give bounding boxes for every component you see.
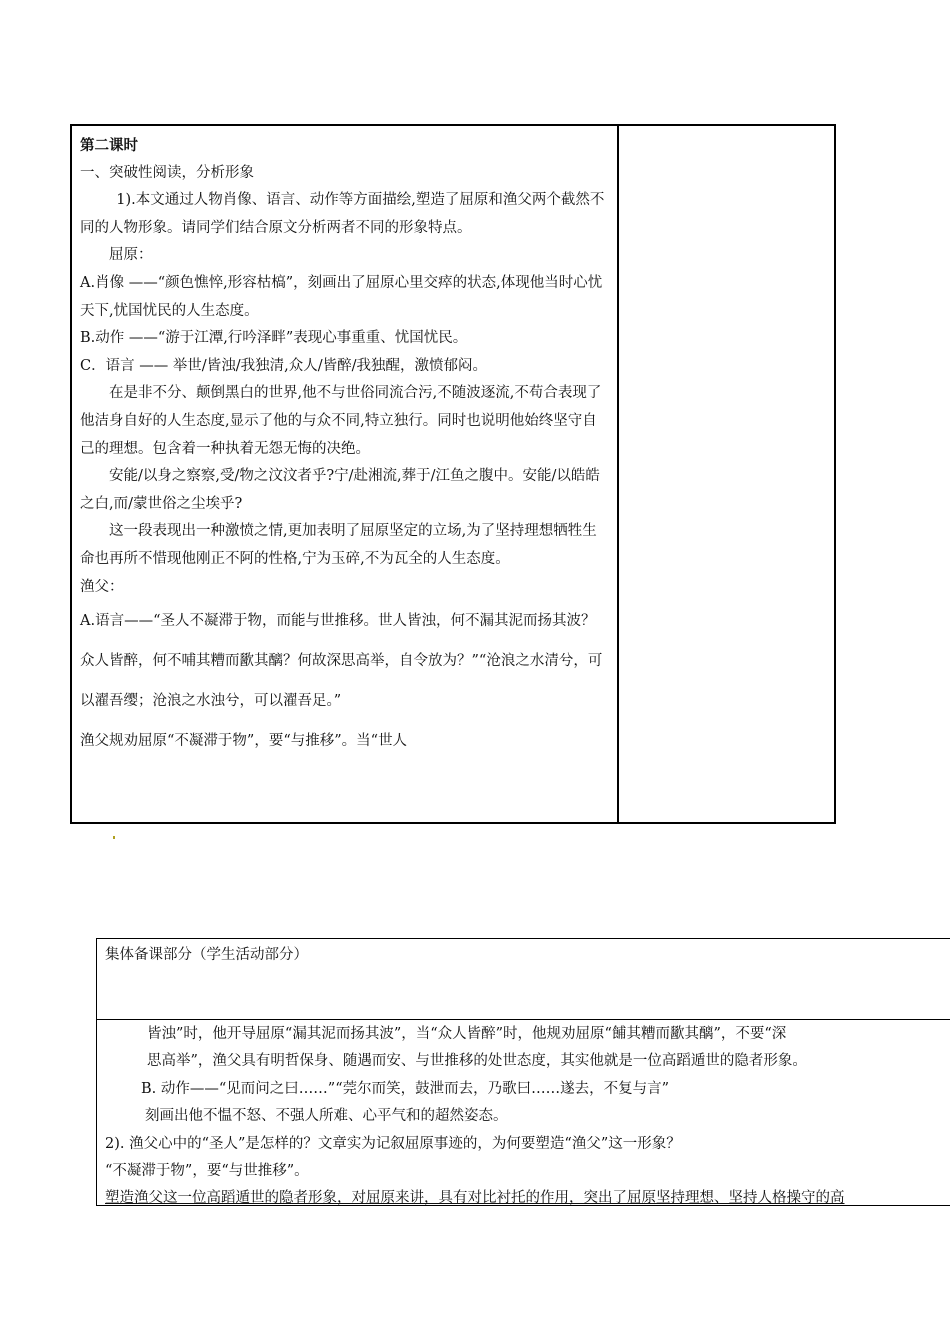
analysis-paragraph: 在是非不分、颠倒黑白的世界,他不与世俗同流合污,不随波逐流,不苟合表现了他洁身自好的人生态度,显示了他的与众不同,特立独行。同时也说明他始终坚守自己的理想。包含着一种执着无怨无悔的决绝。 — [80, 385, 602, 457]
student-activity-table — [96, 938, 950, 1206]
yufu-continuation: 渔父规劝屈原“不凝滞于物”，要“与推移”。当“世人 — [80, 733, 408, 750]
stray-mark — [113, 836, 115, 839]
answer-line: 塑造渔父这一位高蹈遁世的隐者形象，对屈原来讲，具有对比衬托的作用，突出了屈原坚持理想、坚持人格操守的高 — [105, 1190, 845, 1207]
student-content — [105, 1021, 950, 1213]
yufu-label: 渔父： — [80, 578, 124, 595]
question-1: 1).本文通过人物肖像、语言、动作等方面描绘,塑造了屈原和渔父两个截然不同的人物形象。请同学们结合原文分析两者不同的形象特点。 — [80, 192, 605, 236]
quyuan-action: B.动作 ——“游于江潭,行吟泽畔”表现心事重重、忧国忧民。 — [80, 330, 468, 347]
student-section-header: 集体备课部分（学生活动部分） — [105, 947, 308, 963]
text-line: 皆浊”时，他开导屈原“漏其泥而扬其波”，当“众人皆醉”时，他规劝屈原“餔其糟而歠其醨”，不要“深 — [147, 1026, 787, 1042]
row-divider — [97, 1019, 950, 1020]
quyuan-label: 屈原： — [109, 247, 153, 264]
text-line: “不凝滞于物”，要“与世推移”。 — [105, 1163, 309, 1180]
section-heading: 一、突破性阅读，分析形象 — [80, 164, 254, 181]
lesson-plan-table — [70, 124, 836, 824]
text-line: 刻画出他不愠不怒、不强人所难、心平气和的超然姿态。 — [145, 1108, 508, 1125]
quote-paragraph: 安能/以身之察察,受/物之汶汶者乎?宁/赴湘流,葬于/江鱼之腹中。安能/以皓皓之白,而/蒙世俗之尘埃乎? — [80, 468, 600, 512]
lesson-title: 第二课时 — [80, 137, 138, 154]
lesson-content — [80, 132, 608, 761]
column-divider — [617, 126, 619, 822]
emotion-paragraph: 这一段表现出一种激愤之情,更加表明了屈原坚定的立场,为了坚持理想牺牲生命也再所不惜现他刚正不阿的性格,宁为玉碎,不为瓦全的人生态度。 — [80, 523, 597, 567]
quyuan-language: C．语言 —— 举世/皆浊/我独清,众人/皆醉/我独醒，激愤郁闷。 — [80, 357, 487, 374]
question-2: 2). 渔父心中的“圣人”是怎样的？文章实为记叙屈原事迹的，为何要塑造“渔父”这一形象？ — [105, 1135, 681, 1152]
quyuan-portrait: A.肖像 ——“颜色憔悴,形容枯槁”，刻画出了屈原心里交瘁的状态,体现他当时心忧天下,忧国忧民的人生态度。 — [80, 274, 603, 319]
yufu-language: A.语言——“圣人不凝滞于物，而能与世推移。世人皆浊，何不漏其泥而扬其波？众人皆醉，何不哺其糟而歠其醨？何故深思高举，自令放为？”“沧浪之水清兮，可以濯吾缨；沧浪之水浊兮，可以濯吾足。” — [80, 613, 603, 710]
text-line: 思高举”，渔父具有明哲保身、随遇而安、与世推移的处世态度，其实他就是一位高蹈遁世的隐者形象。 — [147, 1053, 807, 1070]
text-line: B. 动作——“见而问之曰……”“莞尔而笑，鼓泄而去，乃歌曰……遂去，不复与言” — [141, 1080, 670, 1097]
